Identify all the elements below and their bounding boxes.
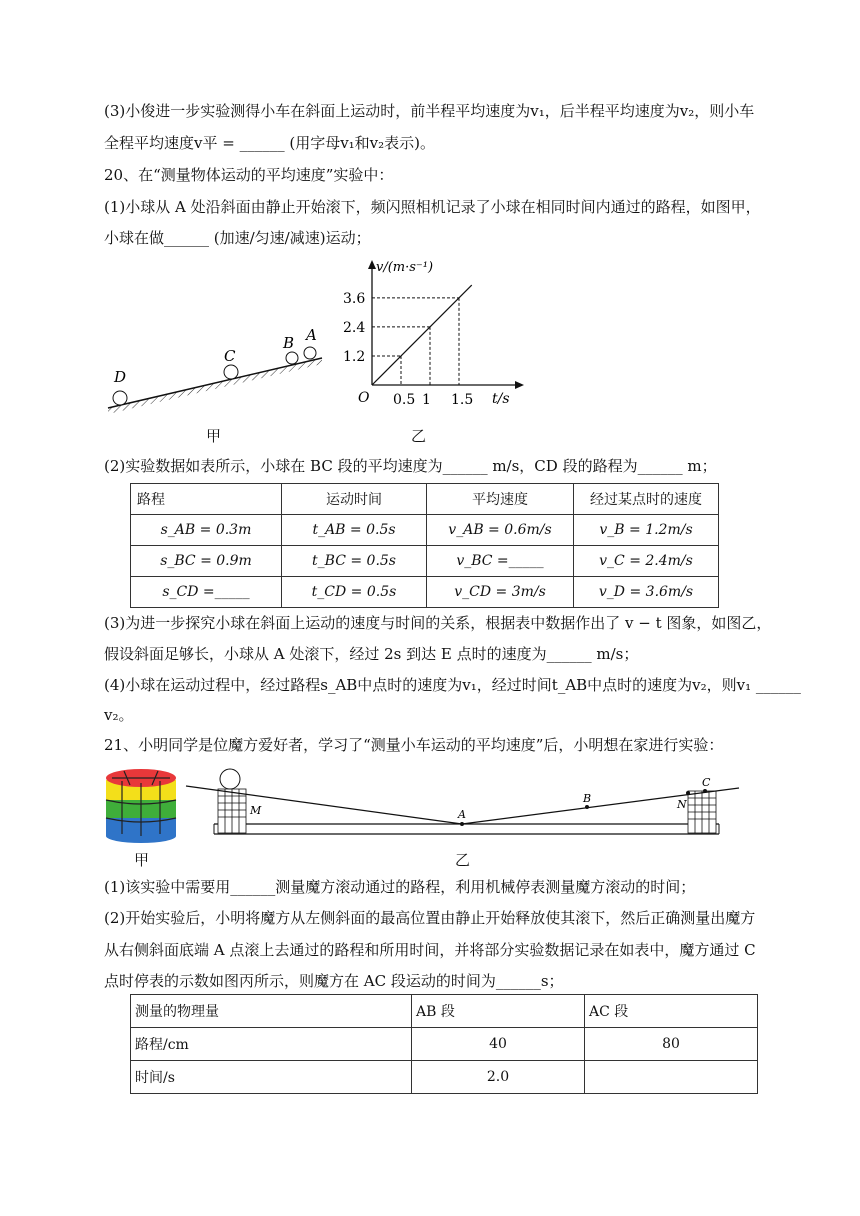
table-cell: t_AB = 0.5s [282,515,427,546]
table-header-row [131,995,758,1028]
table-cell: 时间/s [131,1061,412,1094]
q21-p1: (1)该实验中需要用______测量魔方滚动通过的路程，利用机械停表测量魔方滚动的时间； [104,878,696,896]
y-axis-label: v/(m·s⁻¹) [376,260,434,275]
x-tick-label: 1 [422,392,431,408]
origin-label: O [358,390,370,406]
label-N: N [677,798,687,811]
fig-label-jia: 甲 [206,427,222,445]
fig-label-jia-2: 甲 [134,851,150,869]
table-row [131,1028,758,1061]
ball-C [224,365,238,379]
q21-title: 21、小明同学是位魔方爱好者，学习了“测量小车运动的平均速度”后，小明想在家进行实验： [104,736,724,754]
v-track-figure [184,764,744,844]
label-C2: C [702,776,711,789]
q21-p2-line2: 从右侧斜面底端 A 点滚上去通过的路程和所用时间，并将部分实验数据记录在如表中，魔方通过 C [104,941,756,959]
q20-p3-line2: 假设斜面足够长，小球从 A 处滚下，经过 2s 到达 E 点时的速度为______ m/s； [104,645,639,663]
series-line [372,285,472,385]
table-cell: s_AB = 0.3m [131,515,282,546]
table-cell: 40 [412,1028,585,1061]
x-tick-label: 0.5 [393,392,416,408]
point-B-dot [585,805,589,809]
table-header-cell: 平均速度 [427,484,574,515]
fig-label-yi: 乙 [411,427,427,445]
x-tick-label: 1.5 [451,392,474,408]
table-row [131,1061,758,1094]
q19-3-line1: (3)小俊进一步实验测得小车在斜面上运动时，前半程平均速度为v₁，后半程平均速度为v₂，则小车 [104,102,755,120]
ball-D [113,391,127,405]
q20-p4-line1: (4)小球在运动过程中，经过路程s_AB中点时的速度为v₁，经过时间t_AB中点时的速度为v₂，则v₁ ______ [104,676,801,694]
table-cell: v_C = 2.4m/s [574,546,719,577]
q21-p2-line3: 点时停表的示数如图丙所示，则魔方在 AC 段运动的时间为______s； [104,972,564,990]
point-C-dot [703,789,707,793]
label-B2: B [583,792,592,805]
table-header-cell: 测量的物理量 [131,995,412,1028]
table-cell: v_B = 1.2m/s [574,515,719,546]
table-row [131,546,719,577]
q20-data-table [130,483,719,608]
table-header-row [131,484,719,515]
x-axis-label: t/s [492,391,510,407]
table-header-cell: AB 段 [412,995,585,1028]
y-axis-arrow [368,260,376,269]
label-B: B [283,334,295,352]
label-A2: A [458,808,466,821]
y-tick-label: 1.2 [343,348,366,365]
table-cell: 2.0 [412,1061,585,1094]
table-row [131,577,719,608]
table-cell: v_AB = 0.6m/s [427,515,574,546]
cylinder-cube-figure [102,764,182,844]
table-header-cell: 路程 [131,484,282,515]
q20-p1-line1: (1)小球从 A 处沿斜面由静止开始滚下，频闪照相机记录了小球在相同时间内通过的路程，如图甲， [104,198,761,216]
table-cell: t_CD = 0.5s [282,577,427,608]
table-cell: s_BC = 0.9m [131,546,282,577]
point-N-dot [686,791,690,795]
q20-p4-line2: v₂。 [104,706,134,724]
q19-3-line2: 全程平均速度v平 = ______ (用字母v₁和v₂表示)。 [104,134,436,152]
table-row [131,515,719,546]
y-tick-label: 2.4 [343,319,366,336]
ball-B [286,352,298,364]
vt-graph [340,255,530,415]
q20-p1-line2: 小球在做______ (加速/匀速/减速)运动； [104,229,371,247]
label-A: A [306,326,317,344]
label-M: M [250,804,262,817]
label-D: D [114,368,127,386]
table-cell: v_BC =_____ [427,546,574,577]
q20-title: 20、在“测量物体运动的平均速度”实验中： [104,166,394,184]
q21-data-table [130,994,758,1094]
table-cell: 80 [585,1028,758,1061]
label-C: C [224,347,236,365]
incline-figure [100,320,330,420]
x-axis-arrow [515,381,524,389]
table-header-cell: 经过某点时的速度 [574,484,719,515]
ball-A [304,347,316,359]
q20-p3-line1: (3)为进一步探究小球在斜面上运动的速度与时间的关系，根据表中数据作出了 v − t 图象，如图乙， [104,614,772,632]
cube-ball [220,769,240,789]
point-A-dot [460,822,464,826]
table-cell [585,1061,758,1094]
table-cell: 路程/cm [131,1028,412,1061]
table-cell: v_D = 3.6m/s [574,577,719,608]
table-header-cell: 运动时间 [282,484,427,515]
table-cell: t_BC = 0.5s [282,546,427,577]
table-cell: s_CD =_____ [131,577,282,608]
y-tick-label: 3.6 [343,290,366,307]
fig-label-yi-2: 乙 [455,851,471,869]
q21-p2-line1: (2)开始实验后，小明将魔方从左侧斜面的最高位置由静止开始释放使其滚下，然后正确测量出魔方 [104,909,756,927]
table-cell: v_CD = 3m/s [427,577,574,608]
table-header-cell: AC 段 [585,995,758,1028]
q20-p2: (2)实验数据如表所示，小球在 BC 段的平均速度为______ m/s，CD 段的路程为______ m； [104,457,717,475]
